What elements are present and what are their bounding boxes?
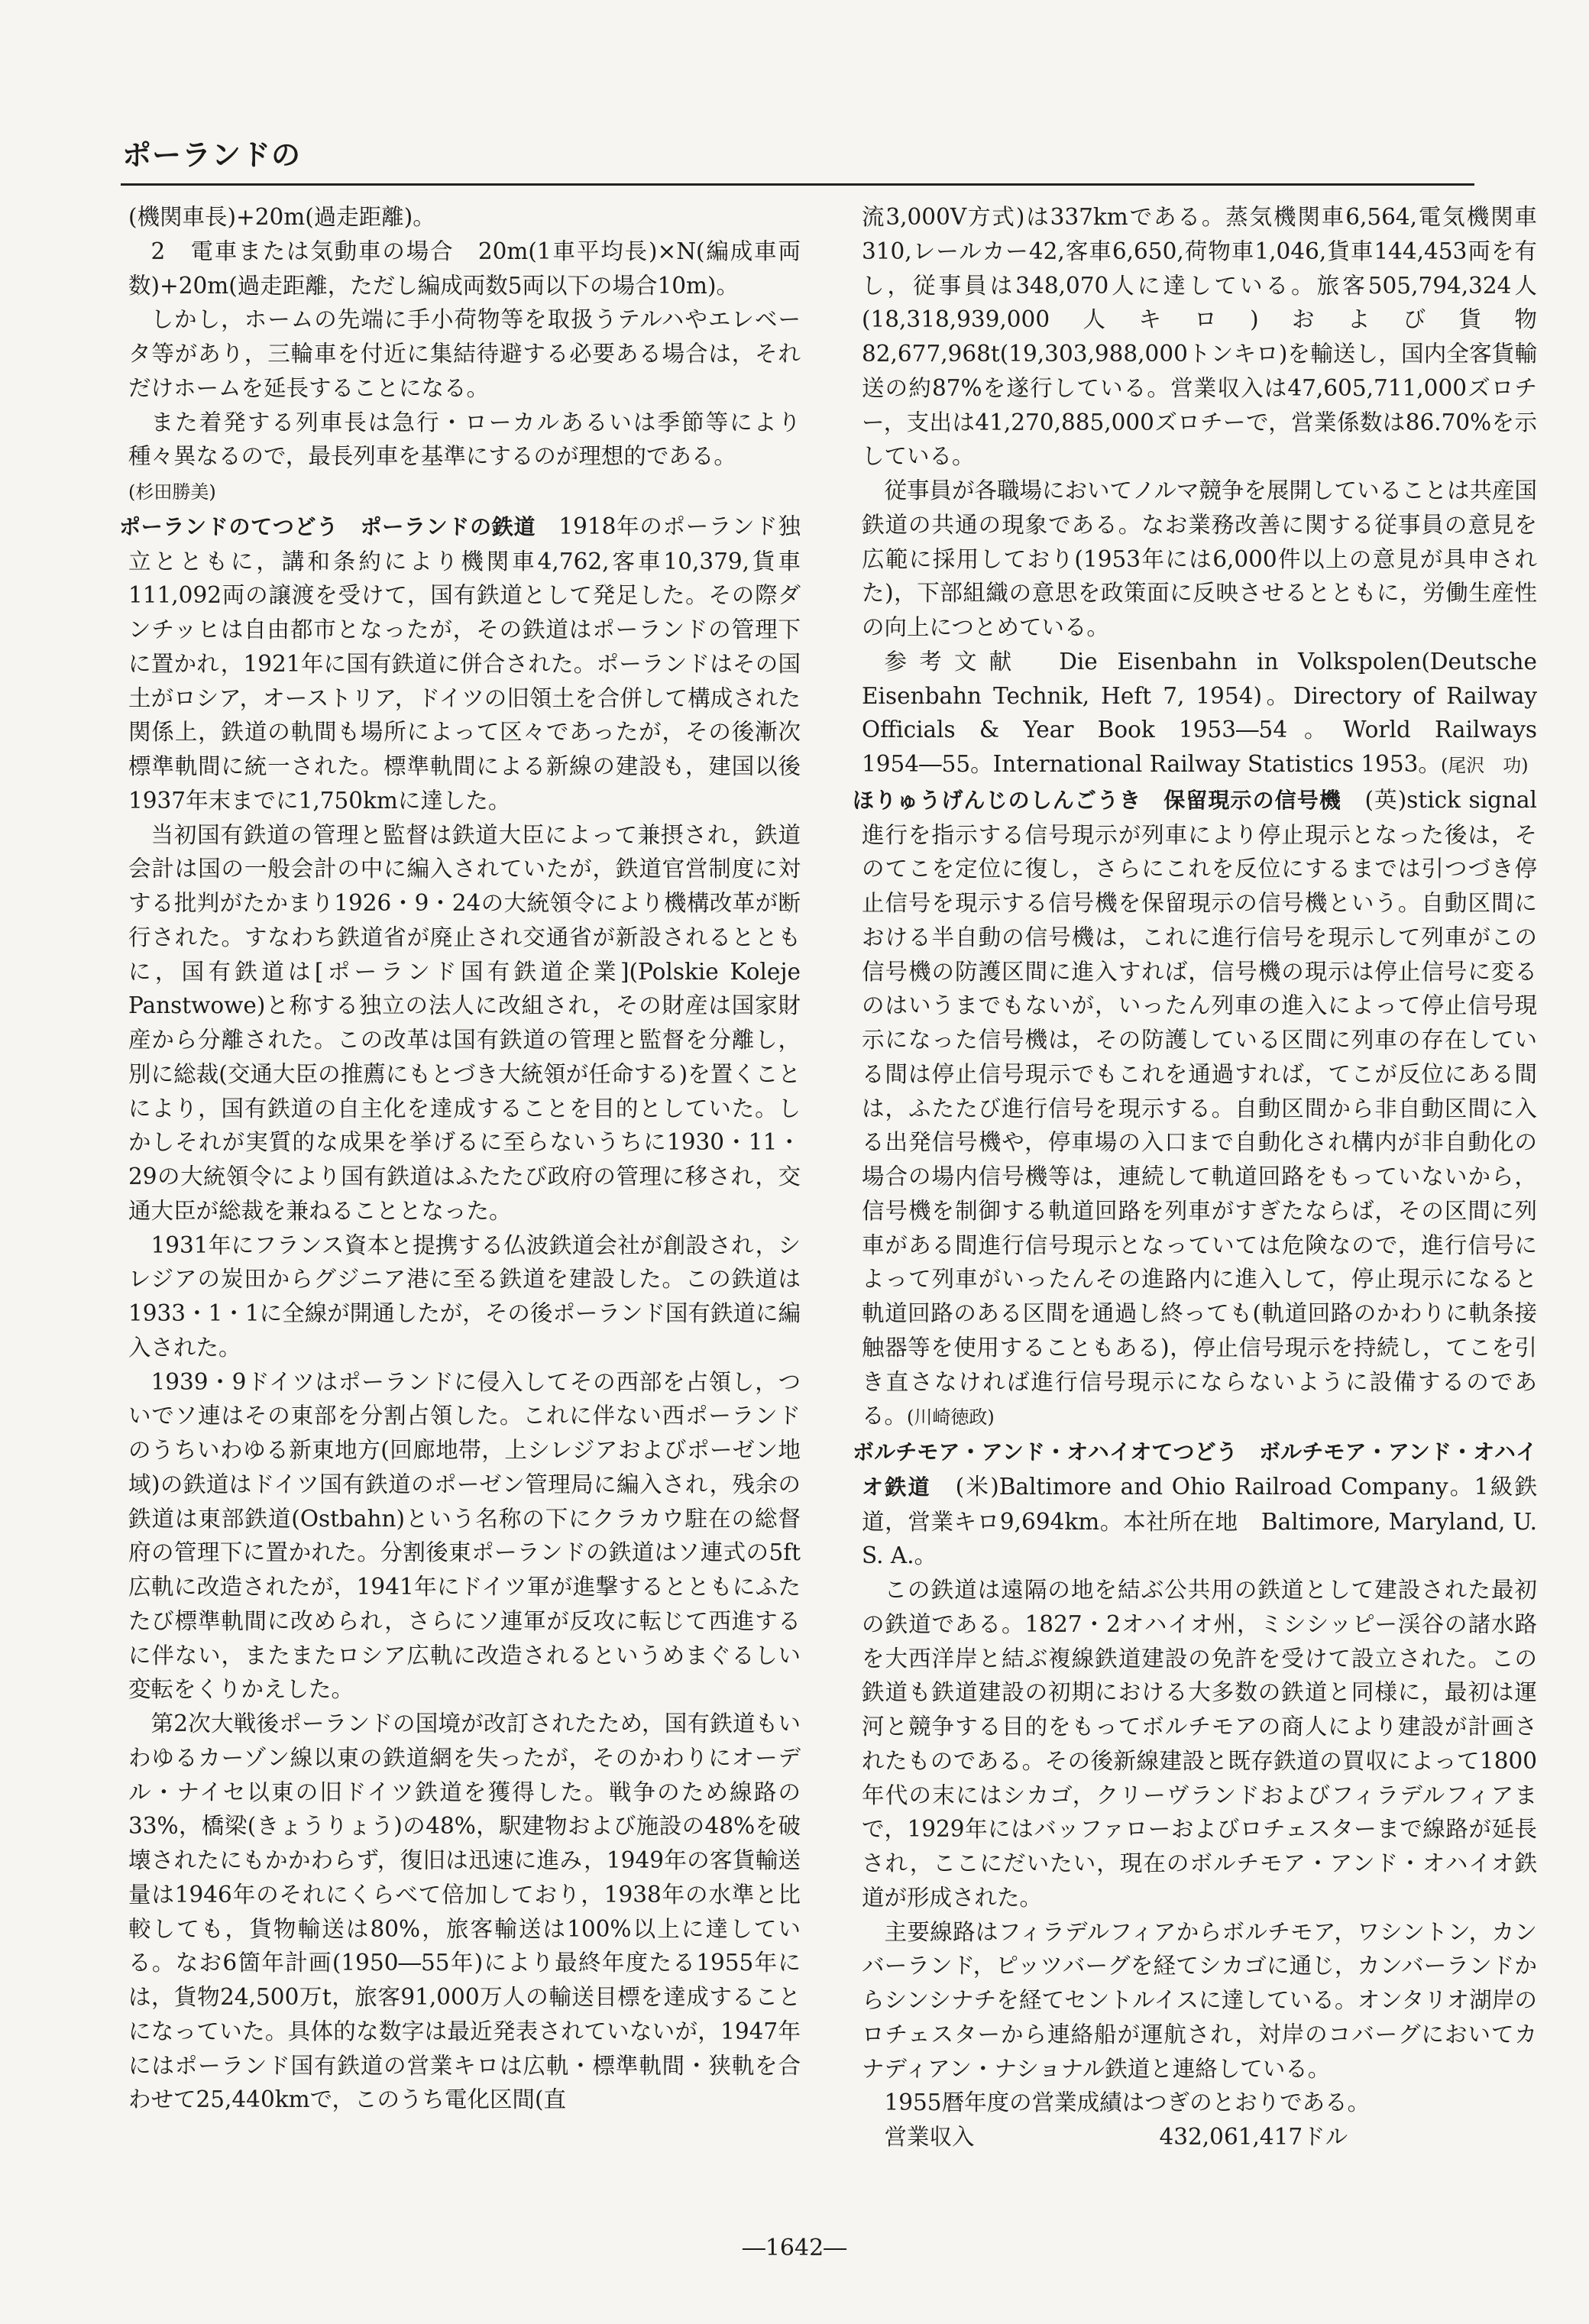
paragraph: 従事員が各職場においてノルマ競争を展開していることは共産国鉄道の共通の現象である。なお業務改善に関する従事員の意見を広範に採用しており(1953年には6,000件以上の意見が具申された)，下部組織の意思を政策面に反映させるとともに，労働生産性の向上につとめている。 [862,477,1537,640]
page-number: ―1642― [742,2235,847,2261]
references [862,645,1537,783]
entry-paragraph [853,783,1560,1435]
author-attribution: (杉田勝美) [128,481,216,503]
entry-text: (英)stick signal 進行を指示する信号現示が列車により停止現示となった後は，そのてこを定位に復し，さらにこれを反位にするまでは引つづき停止信号を現示する信号機を保留現示の信号機という。自動区間における半自動の信号機は，これに進行信号を現示して列車がこの信号機の防護区間に進入すれば，信号機の現示は停止信号に変るのはいうまでもないが，いったん列車の進入によって停止信号現示になった信号機は，その防護している区間に列車の存在している間は停止信号現示でもこれを通過すれば，てこが反位にある間は，ふたたび進行信号を現示する。自動区間から非自動区間に入る出発信号機や，停車場の入口まで自動化され構内が非自動化の場合の場内信号機等は，連続して軌道回路をもっていないから，信号機を制御する軌道回路を列車がすぎたならば，その区間に列車がある間進行信号現示となっていては危険なので，進行信号によって列車がいったんその進路内に進入して，停止現示になると軌道回路のある区間を通過し終っても(軌道回路のかわりに軌条接触器等を使用することもある)，停止信号現示を持続し，てこを引き直さなければ進行信号現示にならないように設備するのである。 [862,786,1560,1429]
author-attribution: (川崎徳政) [907,1406,995,1429]
paragraph: しかし，ホームの先端に手小荷物等を取扱うテルハやエレベータ等があり，三輪車を付近に集結待避する必要ある場合は，それだけホームを延長することになる。 [128,306,801,401]
entry-heading: ボルチモア・アンド・オハイオてつどう ボルチモア・アンド・オハイオ鉄道 [853,1439,1537,1500]
paragraph: 2 電車または気動車の場合 20m(1車平均長)×N(編成車両数)+20m(過走距離，ただし編成両数5両以下の場合10m)。 [128,238,801,299]
references-text: 参考文献 Die Eisenbahn in Volkspolen(Deutsche Eisenbahn Technik, Heft 7, 1954)。Directory of Railway Officials & Year Book 1953―54。World Railways 1954―55。International Railway Statistics 1953。 [862,648,1537,777]
left-column [119,200,801,2117]
entry-paragraph [853,1435,1537,1573]
author-attribution: (尾沢 功) [1440,755,1529,776]
paragraph: (機関車長)+20m(過走距離)。 [128,204,435,230]
paragraph: この鉄道は遠隔の地を結ぶ公共用の鉄道として建設された最初の鉄道である。1827・2オハイオ州，ミシシッピー渓谷の諸水路を大西洋岸と結ぶ複線鉄道建設の免許を受けて設立された。この鉄道も鉄道建設の初期における大多数の鉄道と同様に，最初は運河と競争する目的をもってボルチモアの商人により建設が計画されたものである。その後新線建設と既存鉄道の買収によって1800年代の末にはシカゴ，クリーヴランドおよびフィラデルフィアまで，1929年にはバッファローおよびロチェスターまで線路が延長され，ここにだいたい，現在のボルチモア・アンド・オハイオ鉄道が形成された。 [862,1577,1537,1911]
paragraph: 1931年にフランス資本と提携する仏波鉄道会社が創設され，シレジアの炭田からグジニア港に至る鉄道を建設した。この鉄道は1933・1・1に全線が開通したが，その後ポーランド国有鉄道に編入された。 [128,1232,801,1361]
revenue-row [862,2120,1537,2154]
paragraph [128,406,801,510]
entry-text: 1918年のポーランド独立とともに，講和条約により機関車4,762,客車10,379,貨車111,092両の譲渡を受けて，国有鉄道として発足した。その際ダンチッヒは自由都市となったが，その鉄道はポーランドの管理下に置かれ，1921年に国有鉄道に併合された。ポーランドはその国土がロシア，オーストリア，ドイツの旧領土を合併して構成された関係上，鉄道の軌間も場所によって区々であったが，その後漸次標準軌間に統一された。標準軌間による新線の建設も，建国以後1937年末までに1,750kmに達した。 [128,513,801,814]
paragraph: 1955暦年度の営業成績はつぎのとおりである。 [884,2089,1371,2116]
revenue-value: 432,061,417ドル [1159,2124,1348,2150]
entry-heading: ポーランドのてつどう ポーランドの鉄道 [119,513,536,539]
paragraph-text: また着発する列車長は急行・ローカルあるいは季節等により種々異なるので，最長列車を基準にするのが理想的である。 [128,409,801,470]
paragraph: 流3,000V方式)は337kmである。蒸気機関車6,564,電気機関車310,レールカー42,客車6,650,荷物車1,046,貨車144,453両を有し，従事員は348,070人に達している。旅客505,794,324人(18,318,939,000人キロ)および貨物82,677,968t(19,303,988,000トンキロ)を輸送し，国内全客貨輸送の約87%を遂行している。営業収入は47,605,711,000ズロチー，支出は41,270,885,000ズロチーで，営業係数は86.70%を示している。 [862,204,1537,470]
running-header: ポーランドの [122,138,302,172]
entry-text: (米)Baltimore and Ohio Railroad Company。1級鉄道，営業キロ9,694km。本社所在地 Baltimore, Maryland, U. S. A.。 [862,1473,1537,1569]
revenue-label: 営業収入 [884,2124,975,2150]
paragraph: 主要線路はフィラデルフィアからボルチモア，ワシントン，カンバーランド，ピッツバーグを経てシカゴに通じ，カンバーランドからシンシナチを経てセントルイスに達している。オンタリオ湖岸のロチェスターから連絡船が運航され，対岸のコバーグにおいてカナディアン・ナショナル鉄道と連絡している。 [862,1918,1537,2082]
right-column [853,200,1560,2154]
paragraph: 1939・9ドイツはポーランドに侵入してその西部を占領し，ついでソ連はその東部を分割占領した。これに伴ない西ポーランドのうちいわゆる新東地方(回廊地帯，上シレジアおよびポーゼン地域)の鉄道はドイツ国有鉄道のポーゼン管理局に編入され，残余の鉄道は東部鉄道(Ostbahn)という名称の下にクラカウ駐在の総督府の管理下に置かれた。分割後東ポーランドの鉄道はソ連式の5ft広軌に改造されたが，1941年にドイツ軍が進撃するとともにふたたび標準軌間に改められ，さらにソ連軍が反攻に転じて西進するに伴ない，またまたロシア広軌に改造されるというめまぐるしい変転をくりかえした。 [128,1368,801,1703]
entry-paragraph [119,510,801,818]
header-rule [121,183,1474,186]
entry-heading: ほりゅうげんじのしんごうき 保留現示の信号機 [853,787,1341,813]
paragraph: 当初国有鉄道の管理と監督は鉄道大臣によって兼摂され，鉄道会計は国の一般会計の中に編入されていたが，鉄道官営制度に対する批判がたかまり1926・9・24の大統領令により機構改革が断行された。すなわち鉄道省が廃止され交通省が新設されるとともに，国有鉄道は[ポーランド国有鉄道企業](Polskie Koleje Panstwowe)と称する独立の法人に改組され，その財産は国家財産から分離された。この改革は国有鉄道の管理と監督を分離し，別に総裁(交通大臣の推薦にもとづき大統領が任命する)を置くことにより，国有鉄道の自主化を達成することを目的としていた。しかしそれが実質的な成果を挙げるに至らないうちに1930・11・29の大統領令により国有鉄道はふたたび政府の管理に移され，交通大臣が総裁を兼ねることとなった。 [128,821,801,1224]
paragraph: 第2次大戦後ポーランドの国境が改訂されたため，国有鉄道もいわゆるカーゾン線以東の鉄道網を失ったが，そのかわりにオーデル・ナイセ以東の旧ドイツ鉄道を獲得した。戦争のため線路の33%，橋梁(きょうりょう)の48%，駅建物および施設の48%を破壊されたにもかかわらず，復旧は迅速に進み，1949年の客貨輸送量は1946年のそれにくらべて倍加しており，1938年の水準と比較しても，貨物輸送は80%，旅客輸送は100%以上に達している。なお6箇年計画(1950―55年)により最終年度たる1955年には，貨物24,500万t，旅客91,000万人の輸送目標を達成することになっていた。具体的な数字は最近発表されていないが，1947年にはポーランド国有鉄道の営業キロは広軌・標準軌間・狭軌を合わせて25,440kmで，このうち電化区間(直 [128,1711,801,2113]
